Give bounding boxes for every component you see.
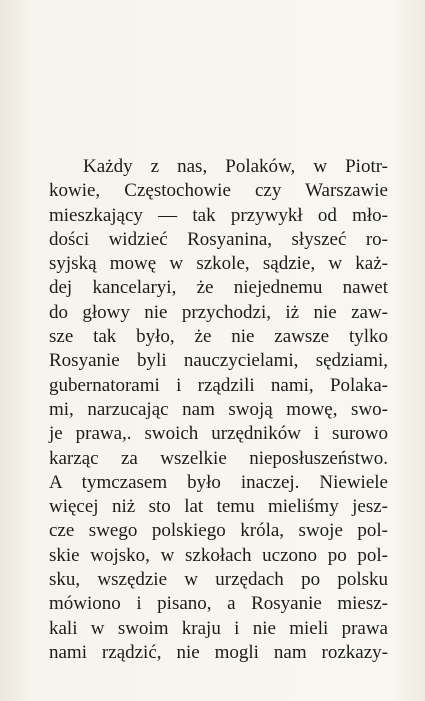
text-line: do głowy nie przychodzi, iż nie zaw-: [49, 301, 388, 323]
text-line: kali w swoim kraju i nie mieli prawa: [49, 617, 388, 639]
text-line: Każdy z nas, Polaków, w Piotr-: [83, 156, 388, 177]
text-line: cze swego polskiego króla, swoje pol-: [49, 520, 388, 542]
text-line: kowie, Częstochowie czy Warszawie: [49, 180, 388, 202]
text-line: je prawa,. swoich urzędników i surowo: [49, 423, 388, 445]
text-line: mieszkający — tak przywykł od mło-: [49, 204, 388, 226]
text-line: dej kancelaryi, że niejednemu nawet: [49, 277, 388, 299]
text-line: Rosyanie byli nauczycielami, sędziami,: [49, 350, 388, 372]
text-line: mówiono i pisano, a Rosyanie miesz-: [49, 593, 388, 615]
text-line: skie wojsko, w szkołach uczono po pol-: [49, 544, 388, 566]
text-line: syjską mowę w szkole, sądzie, w każ-: [49, 253, 388, 275]
text-line: A tymczasem było inaczej. Niewiele: [49, 471, 388, 493]
text-line: sze tak było, że nie zawsze tylko: [49, 326, 388, 348]
text-line: nami rządzić, nie mogli nam rozkazy-: [49, 641, 388, 663]
text-line: karząc za wszelkie nieposłuszeństwo.: [49, 447, 388, 469]
show-through-text: [230, 60, 410, 170]
text-line: gubernatorami i rządzili nami, Polaka-: [49, 374, 388, 396]
body-paragraph: [49, 155, 388, 665]
text-line: mi, narzucając nam swoją mowę, swo-: [49, 398, 388, 420]
text-line: sku, wszędzie w urzędach po polsku: [49, 569, 388, 591]
text-line: więcej niż sto lat temu mieliśmy jesz-: [49, 496, 388, 518]
text-line: dości widzieć Rosyanina, słyszeć ro-: [49, 228, 388, 250]
